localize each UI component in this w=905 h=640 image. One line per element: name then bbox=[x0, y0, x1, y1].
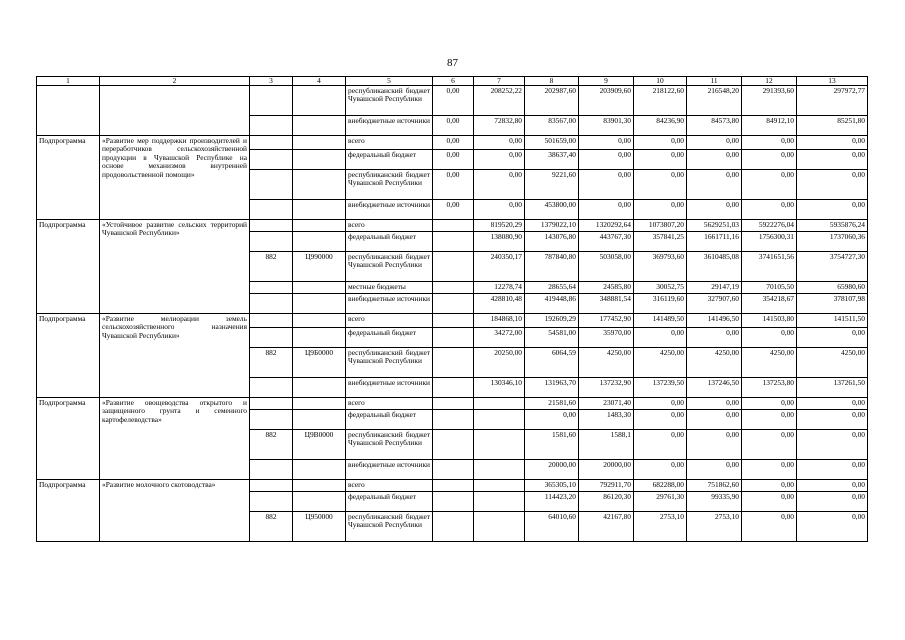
amount-cell: 0,00 bbox=[433, 150, 474, 170]
grbs-code bbox=[250, 492, 293, 512]
amount-cell: 348881,54 bbox=[579, 294, 634, 314]
column-number-row bbox=[37, 77, 868, 86]
amount-cell: 1581,60 bbox=[525, 430, 579, 460]
amount-cell: 0,00 bbox=[687, 410, 742, 430]
amount-cell: 0,00 bbox=[742, 136, 797, 150]
funding-source: всего bbox=[346, 136, 433, 150]
amount-cell: 0,00 bbox=[433, 116, 474, 136]
table-row bbox=[37, 398, 868, 410]
amount-cell: 65980,60 bbox=[797, 282, 868, 294]
amount-cell: 0,00 bbox=[687, 150, 742, 170]
funding-source: внебюджетные источники bbox=[346, 200, 433, 220]
subprogram-status: Подпрограмма bbox=[37, 398, 100, 480]
page-number: 87 bbox=[447, 57, 458, 69]
amount-cell: 177452,90 bbox=[579, 314, 634, 328]
amount-cell: 0,00 bbox=[687, 200, 742, 220]
amount-cell: 682288,00 bbox=[634, 480, 687, 492]
amount-cell: 0,00 bbox=[742, 460, 797, 480]
amount-cell: 29761,30 bbox=[634, 492, 687, 512]
amount-cell: 453800,00 bbox=[525, 200, 579, 220]
amount-cell: 0,00 bbox=[687, 460, 742, 480]
amount-cell: 0,00 bbox=[687, 430, 742, 460]
amount-cell: 70105,50 bbox=[742, 282, 797, 294]
amount-cell: 0,00 bbox=[687, 170, 742, 200]
amount-cell: 24585,80 bbox=[579, 282, 634, 294]
amount-cell: 0,00 bbox=[742, 328, 797, 348]
amount-cell bbox=[433, 348, 474, 378]
amount-cell bbox=[433, 294, 474, 314]
subprogram-name: «Развитие мелиорации земель сельскохозяйственного назначения Чувашской Республики» bbox=[100, 314, 250, 398]
amount-cell: 1379022,10 bbox=[525, 220, 579, 232]
table-row bbox=[37, 220, 868, 232]
target-code bbox=[293, 460, 346, 480]
amount-cell: 0,00 bbox=[742, 200, 797, 220]
amount-cell: 9221,60 bbox=[525, 170, 579, 200]
subprogram-status: Подпрограмма bbox=[37, 480, 100, 542]
amount-cell: 0,00 bbox=[634, 328, 687, 348]
amount-cell: 85251,80 bbox=[797, 116, 868, 136]
column-number: 1 bbox=[37, 77, 100, 86]
amount-cell: 428810,48 bbox=[474, 294, 525, 314]
amount-cell: 0,00 bbox=[634, 430, 687, 460]
amount-cell: 83567,00 bbox=[525, 116, 579, 136]
column-number: 10 bbox=[634, 77, 687, 86]
amount-cell bbox=[433, 314, 474, 328]
grbs-code bbox=[250, 170, 293, 200]
amount-cell bbox=[474, 512, 525, 542]
amount-cell: 0,00 bbox=[797, 200, 868, 220]
amount-cell: 86120,30 bbox=[579, 492, 634, 512]
amount-cell bbox=[433, 282, 474, 294]
amount-cell: 5935876,24 bbox=[797, 220, 868, 232]
amount-cell: 54581,00 bbox=[525, 328, 579, 348]
target-code bbox=[293, 200, 346, 220]
amount-cell: 5922276,04 bbox=[742, 220, 797, 232]
amount-cell: 0,00 bbox=[687, 328, 742, 348]
target-code bbox=[293, 410, 346, 430]
subprogram-name: «Устойчивое развитие сельских территорий Чувашской Республики» bbox=[100, 220, 250, 314]
amount-cell: 0,00 bbox=[797, 460, 868, 480]
funding-source: федеральный бюджет bbox=[346, 410, 433, 430]
target-code bbox=[293, 378, 346, 398]
target-code bbox=[293, 328, 346, 348]
amount-cell: 20250,00 bbox=[474, 348, 525, 378]
amount-cell: 0,00 bbox=[634, 460, 687, 480]
status-cell bbox=[37, 86, 100, 136]
amount-cell: 4250,00 bbox=[634, 348, 687, 378]
amount-cell bbox=[474, 430, 525, 460]
amount-cell: 99335,90 bbox=[687, 492, 742, 512]
amount-cell: 316119,60 bbox=[634, 294, 687, 314]
amount-cell: 0,00 bbox=[742, 512, 797, 542]
amount-cell: 35970,00 bbox=[579, 328, 634, 348]
subprogram-name: «Развитие молочного скотоводства» bbox=[100, 480, 250, 542]
amount-cell bbox=[433, 492, 474, 512]
amount-cell: 2753,10 bbox=[687, 512, 742, 542]
amount-cell: 369793,60 bbox=[634, 252, 687, 282]
amount-cell: 419448,86 bbox=[525, 294, 579, 314]
amount-cell: 0,00 bbox=[742, 430, 797, 460]
target-code: Ц990000 bbox=[293, 252, 346, 282]
amount-cell: 0,00 bbox=[525, 410, 579, 430]
amount-cell bbox=[433, 460, 474, 480]
table-row bbox=[37, 86, 868, 116]
target-code bbox=[293, 480, 346, 492]
amount-cell: 72832,80 bbox=[474, 116, 525, 136]
funding-source: внебюджетные источники bbox=[346, 378, 433, 398]
amount-cell: 83901,30 bbox=[579, 116, 634, 136]
amount-cell: 5629251,03 bbox=[687, 220, 742, 232]
amount-cell: 137239,50 bbox=[634, 378, 687, 398]
amount-cell: 0,00 bbox=[433, 136, 474, 150]
funding-source: внебюджетные источники bbox=[346, 460, 433, 480]
amount-cell: 4250,00 bbox=[797, 348, 868, 378]
subprogram-status: Подпрограмма bbox=[37, 136, 100, 220]
amount-cell: 0,00 bbox=[797, 150, 868, 170]
amount-cell: 0,00 bbox=[742, 170, 797, 200]
amount-cell: 0,00 bbox=[687, 136, 742, 150]
target-code bbox=[293, 220, 346, 232]
amount-cell: 23071,40 bbox=[579, 398, 634, 410]
amount-cell: 0,00 bbox=[634, 398, 687, 410]
amount-cell bbox=[433, 480, 474, 492]
grbs-code bbox=[250, 294, 293, 314]
amount-cell: 34272,00 bbox=[474, 328, 525, 348]
amount-cell: 28655,64 bbox=[525, 282, 579, 294]
target-code bbox=[293, 492, 346, 512]
amount-cell: 792911,70 bbox=[579, 480, 634, 492]
column-number: 4 bbox=[293, 77, 346, 86]
funding-source: федеральный бюджет bbox=[346, 150, 433, 170]
amount-cell: 203909,60 bbox=[579, 86, 634, 116]
amount-cell: 819520,29 bbox=[474, 220, 525, 232]
amount-cell: 0,00 bbox=[579, 150, 634, 170]
amount-cell: 0,00 bbox=[797, 512, 868, 542]
amount-cell: 4250,00 bbox=[687, 348, 742, 378]
amount-cell: 29147,19 bbox=[687, 282, 742, 294]
target-code bbox=[293, 314, 346, 328]
amount-cell: 1320292,64 bbox=[579, 220, 634, 232]
amount-cell: 3741651,56 bbox=[742, 252, 797, 282]
table-body bbox=[37, 86, 868, 542]
amount-cell: 143076,80 bbox=[525, 232, 579, 252]
amount-cell: 0,00 bbox=[474, 170, 525, 200]
amount-cell: 141489,50 bbox=[634, 314, 687, 328]
funding-source: республиканский бюджет Чувашской Республики bbox=[346, 86, 433, 116]
budget-table bbox=[36, 76, 868, 542]
column-number: 13 bbox=[797, 77, 868, 86]
amount-cell: 0,00 bbox=[474, 136, 525, 150]
amount-cell: 0,00 bbox=[579, 170, 634, 200]
target-code: Ц9В0000 bbox=[293, 430, 346, 460]
amount-cell: 30052,75 bbox=[634, 282, 687, 294]
amount-cell: 0,00 bbox=[579, 136, 634, 150]
amount-cell: 1737060,36 bbox=[797, 232, 868, 252]
amount-cell: 114423,20 bbox=[525, 492, 579, 512]
column-number: 9 bbox=[579, 77, 634, 86]
amount-cell: 4250,00 bbox=[579, 348, 634, 378]
funding-source: республиканский бюджет Чувашской Республики bbox=[346, 348, 433, 378]
funding-source: республиканский бюджет Чувашской Республики bbox=[346, 430, 433, 460]
amount-cell: 0,00 bbox=[433, 200, 474, 220]
target-code bbox=[293, 116, 346, 136]
amount-cell: 208252,22 bbox=[474, 86, 525, 116]
subprogram-status: Подпрограмма bbox=[37, 314, 100, 398]
amount-cell: 0,00 bbox=[742, 480, 797, 492]
column-number: 8 bbox=[525, 77, 579, 86]
amount-cell: 0,00 bbox=[634, 136, 687, 150]
funding-source: всего bbox=[346, 220, 433, 232]
funding-source: федеральный бюджет bbox=[346, 232, 433, 252]
subprogram-status: Подпрограмма bbox=[37, 220, 100, 314]
column-number: 7 bbox=[474, 77, 525, 86]
amount-cell: 503058,00 bbox=[579, 252, 634, 282]
funding-source: внебюджетные источники bbox=[346, 294, 433, 314]
amount-cell: 0,00 bbox=[634, 410, 687, 430]
amount-cell: 20000,00 bbox=[579, 460, 634, 480]
grbs-code bbox=[250, 480, 293, 492]
funding-source: всего bbox=[346, 398, 433, 410]
amount-cell: 202987,60 bbox=[525, 86, 579, 116]
amount-cell: 0,00 bbox=[687, 398, 742, 410]
grbs-code: 882 bbox=[250, 512, 293, 542]
amount-cell: 3610485,08 bbox=[687, 252, 742, 282]
amount-cell: 327907,60 bbox=[687, 294, 742, 314]
amount-cell: 0,00 bbox=[742, 492, 797, 512]
grbs-code bbox=[250, 86, 293, 116]
grbs-code: 882 bbox=[250, 252, 293, 282]
target-code bbox=[293, 150, 346, 170]
amount-cell: 0,00 bbox=[433, 86, 474, 116]
amount-cell: 0,00 bbox=[634, 200, 687, 220]
amount-cell: 84236,90 bbox=[634, 116, 687, 136]
amount-cell: 42167,80 bbox=[579, 512, 634, 542]
target-code bbox=[293, 294, 346, 314]
amount-cell bbox=[433, 232, 474, 252]
amount-cell bbox=[474, 410, 525, 430]
amount-cell: 2753,10 bbox=[634, 512, 687, 542]
amount-cell: 6064,59 bbox=[525, 348, 579, 378]
grbs-code bbox=[250, 314, 293, 328]
amount-cell: 21581,60 bbox=[525, 398, 579, 410]
amount-cell bbox=[433, 512, 474, 542]
column-number: 6 bbox=[433, 77, 474, 86]
grbs-code bbox=[250, 282, 293, 294]
amount-cell bbox=[433, 220, 474, 232]
funding-source: республиканский бюджет Чувашской Республики bbox=[346, 252, 433, 282]
target-code bbox=[293, 398, 346, 410]
funding-source: федеральный бюджет bbox=[346, 492, 433, 512]
funding-source: местные бюджеты bbox=[346, 282, 433, 294]
amount-cell: 0,00 bbox=[742, 150, 797, 170]
grbs-code bbox=[250, 410, 293, 430]
grbs-code bbox=[250, 328, 293, 348]
amount-cell: 141496,50 bbox=[687, 314, 742, 328]
amount-cell: 38637,40 bbox=[525, 150, 579, 170]
amount-cell: 1588,1 bbox=[579, 430, 634, 460]
amount-cell: 1756300,31 bbox=[742, 232, 797, 252]
amount-cell: 84912,10 bbox=[742, 116, 797, 136]
amount-cell bbox=[433, 398, 474, 410]
grbs-code bbox=[250, 150, 293, 170]
amount-cell: 141503,80 bbox=[742, 314, 797, 328]
amount-cell bbox=[474, 460, 525, 480]
amount-cell: 131963,70 bbox=[525, 378, 579, 398]
amount-cell: 357841,25 bbox=[634, 232, 687, 252]
amount-cell: 138080,90 bbox=[474, 232, 525, 252]
amount-cell: 0,00 bbox=[797, 398, 868, 410]
target-code: Ц9Б0000 bbox=[293, 348, 346, 378]
amount-cell bbox=[474, 398, 525, 410]
column-number: 5 bbox=[346, 77, 433, 86]
amount-cell: 3754727,30 bbox=[797, 252, 868, 282]
amount-cell: 0,00 bbox=[433, 170, 474, 200]
amount-cell: 501659,00 bbox=[525, 136, 579, 150]
subprogram-name: «Развитие овощеводства открытого и защищенного грунта и семенного картофелеводства» bbox=[100, 398, 250, 480]
amount-cell: 0,00 bbox=[797, 430, 868, 460]
grbs-code: 882 bbox=[250, 430, 293, 460]
amount-cell: 240350,17 bbox=[474, 252, 525, 282]
amount-cell: 4250,00 bbox=[742, 348, 797, 378]
grbs-code bbox=[250, 398, 293, 410]
grbs-code bbox=[250, 220, 293, 232]
amount-cell bbox=[433, 410, 474, 430]
amount-cell: 1483,30 bbox=[579, 410, 634, 430]
amount-cell bbox=[433, 378, 474, 398]
name-cell bbox=[100, 86, 250, 136]
target-code bbox=[293, 170, 346, 200]
amount-cell: 218122,60 bbox=[634, 86, 687, 116]
amount-cell: 130346,10 bbox=[474, 378, 525, 398]
amount-cell: 137246,50 bbox=[687, 378, 742, 398]
amount-cell: 787840,80 bbox=[525, 252, 579, 282]
column-number: 3 bbox=[250, 77, 293, 86]
amount-cell: 443767,30 bbox=[579, 232, 634, 252]
amount-cell: 12278,74 bbox=[474, 282, 525, 294]
column-number: 2 bbox=[100, 77, 250, 86]
amount-cell bbox=[433, 252, 474, 282]
amount-cell: 192609,29 bbox=[525, 314, 579, 328]
amount-cell: 0,00 bbox=[797, 480, 868, 492]
grbs-code bbox=[250, 116, 293, 136]
amount-cell: 0,00 bbox=[797, 136, 868, 150]
amount-cell: 0,00 bbox=[474, 200, 525, 220]
target-code bbox=[293, 282, 346, 294]
amount-cell: 0,00 bbox=[579, 200, 634, 220]
amount-cell: 216548,20 bbox=[687, 86, 742, 116]
target-code: Ц950000 bbox=[293, 512, 346, 542]
funding-source: всего bbox=[346, 314, 433, 328]
grbs-code: 882 bbox=[250, 348, 293, 378]
grbs-code bbox=[250, 460, 293, 480]
amount-cell: 84573,80 bbox=[687, 116, 742, 136]
amount-cell: 0,00 bbox=[474, 150, 525, 170]
amount-cell: 0,00 bbox=[797, 170, 868, 200]
amount-cell: 378107,98 bbox=[797, 294, 868, 314]
grbs-code bbox=[250, 200, 293, 220]
funding-source: внебюджетные источники bbox=[346, 116, 433, 136]
amount-cell: 20000,00 bbox=[525, 460, 579, 480]
amount-cell: 0,00 bbox=[797, 492, 868, 512]
amount-cell: 0,00 bbox=[797, 410, 868, 430]
amount-cell: 0,00 bbox=[742, 398, 797, 410]
amount-cell: 0,00 bbox=[742, 410, 797, 430]
amount-cell: 354218,67 bbox=[742, 294, 797, 314]
amount-cell: 1661711,16 bbox=[687, 232, 742, 252]
amount-cell: 297972,77 bbox=[797, 86, 868, 116]
amount-cell: 1073807,20 bbox=[634, 220, 687, 232]
grbs-code bbox=[250, 232, 293, 252]
amount-cell: 137253,80 bbox=[742, 378, 797, 398]
target-code bbox=[293, 86, 346, 116]
grbs-code bbox=[250, 378, 293, 398]
grbs-code bbox=[250, 136, 293, 150]
amount-cell bbox=[433, 328, 474, 348]
subprogram-name: «Развитие мер поддержки производителей и переработчиков сельскохозяйственной продукции в Чувашской Республике на основе механизмов внутренней продовольственной помощи» bbox=[100, 136, 250, 220]
funding-source: республиканский бюджет Чувашской Республики bbox=[346, 170, 433, 200]
funding-source: всего bbox=[346, 480, 433, 492]
amount-cell: 0,00 bbox=[797, 328, 868, 348]
table-row bbox=[37, 480, 868, 492]
funding-source: республиканский бюджет Чувашской Республики bbox=[346, 512, 433, 542]
amount-cell: 0,00 bbox=[634, 170, 687, 200]
amount-cell: 365305,10 bbox=[525, 480, 579, 492]
amount-cell: 64010,60 bbox=[525, 512, 579, 542]
table-row bbox=[37, 136, 868, 150]
amount-cell: 291393,60 bbox=[742, 86, 797, 116]
amount-cell: 137261,50 bbox=[797, 378, 868, 398]
amount-cell: 184868,10 bbox=[474, 314, 525, 328]
column-number: 11 bbox=[687, 77, 742, 86]
target-code bbox=[293, 136, 346, 150]
amount-cell bbox=[474, 480, 525, 492]
funding-source: федеральный бюджет bbox=[346, 328, 433, 348]
target-code bbox=[293, 232, 346, 252]
amount-cell: 0,00 bbox=[634, 150, 687, 170]
amount-cell: 751862,60 bbox=[687, 480, 742, 492]
amount-cell bbox=[433, 430, 474, 460]
amount-cell: 137232,90 bbox=[579, 378, 634, 398]
column-number: 12 bbox=[742, 77, 797, 86]
table-row bbox=[37, 314, 868, 328]
amount-cell: 141511,50 bbox=[797, 314, 868, 328]
amount-cell bbox=[474, 492, 525, 512]
